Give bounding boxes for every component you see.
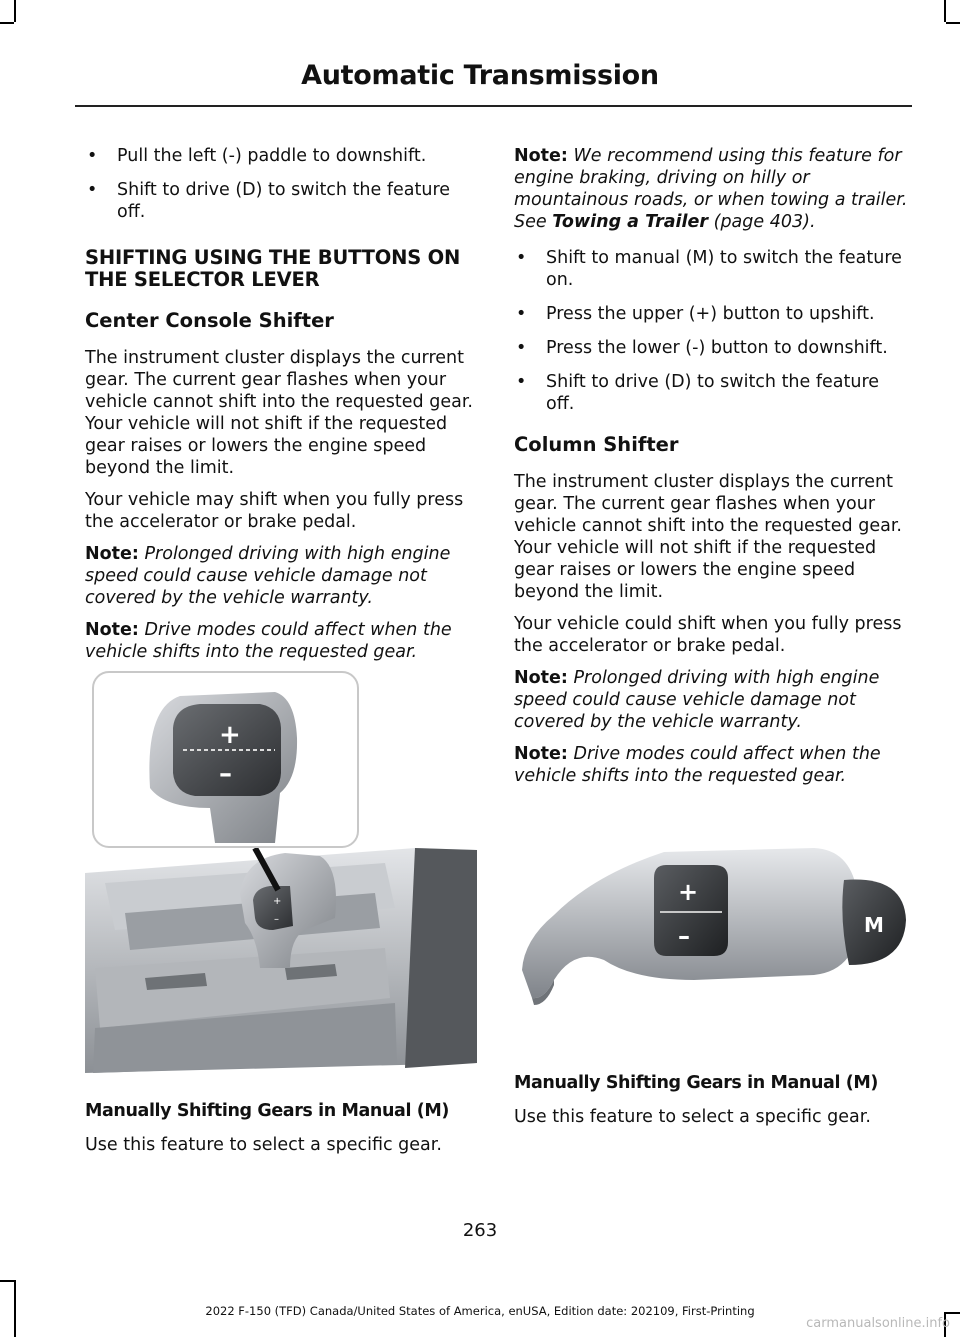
list-item: • Shift to manual (M) to switch the feature on. — [514, 247, 910, 291]
note-label: Note: — [514, 668, 568, 688]
note-text: We recommend using this feature for engine braking, driving on hilly or mountainous roads, or when towing a trailer. See — [514, 146, 908, 232]
plus-label: + — [219, 720, 241, 750]
center-console-shifter-illustration — [85, 668, 477, 1073]
page-reference: (page 403). — [713, 212, 816, 232]
plus-label: + — [678, 878, 699, 906]
bullet-list — [85, 145, 477, 223]
crop-mark — [0, 1280, 14, 1282]
subheading-center-console: Center Console Shifter — [85, 309, 334, 332]
page-title: Automatic Transmission — [301, 60, 659, 91]
note-label: Note: — [514, 744, 568, 764]
minus-label: – — [678, 922, 690, 950]
crop-mark — [944, 0, 946, 22]
note — [514, 145, 910, 233]
minus-label: – — [219, 759, 232, 789]
minus-label-small: – — [274, 914, 279, 925]
footer-edition: 2022 F-150 (TFD) Canada/United States of America, enUSA, Edition date: 202109, First-Printing — [205, 1304, 755, 1318]
crop-mark — [14, 0, 16, 22]
crop-mark — [0, 22, 14, 24]
page-number: 263 — [462, 1220, 498, 1241]
list-item: • Press the upper (+) button to upshift. — [514, 303, 910, 325]
list-item: • Shift to drive (D) to switch the feature off. — [85, 179, 477, 223]
paragraph: The instrument cluster displays the current gear. The current gear flashes when your vehicle cannot shift into the requested gear. Your vehicle will not shift if the requested gear raises or lowers the engine speed beyond the limit. — [85, 348, 473, 478]
list-item: • Pull the left (-) paddle to downshift. — [85, 145, 477, 167]
bullet-list — [514, 247, 910, 415]
column-shifter-drawing — [514, 820, 910, 1020]
cross-reference-link[interactable]: Towing a Trailer — [552, 212, 709, 232]
paragraph: Use this feature to select a specific gear. — [514, 1107, 871, 1127]
list-item: • Shift to drive (D) to switch the feature off. — [514, 371, 910, 415]
paragraph: Your vehicle could shift when you fully press the accelerator or brake pedal. — [514, 614, 902, 656]
column-shifter-illustration — [514, 820, 910, 1020]
note — [85, 619, 477, 663]
paragraph: Your vehicle may shift when you fully press the accelerator or brake pedal. — [85, 490, 464, 532]
crop-mark — [946, 22, 960, 24]
paragraph: The instrument cluster displays the current gear. The current gear flashes when your vehicle cannot shift into the requested gear. Your vehicle will not shift if the requested gear raises or lowers the engine speed beyond the limit. — [514, 472, 902, 602]
paragraph: Use this feature to select a specific gear. — [85, 1135, 442, 1155]
note-text: Drive modes could affect when the vehicle shifts into the requested gear. — [85, 620, 452, 662]
note-label: Note: — [85, 620, 139, 640]
note — [514, 667, 910, 733]
left-column — [85, 145, 477, 673]
note-text: Prolonged driving with high engine speed could cause vehicle damage not covered by the vehicle warranty. — [514, 668, 880, 732]
list-item: • Press the lower (-) button to downshift. — [514, 337, 910, 359]
plus-label-small: + — [273, 896, 282, 907]
note-text: Drive modes could affect when the vehicle shifts into the requested gear. — [514, 744, 881, 786]
note-label: Note: — [514, 146, 568, 166]
right-column — [514, 145, 910, 797]
manual-heading: Manually Shifting Gears in Manual (M) — [514, 1073, 878, 1093]
section-heading: SHIFTING USING THE BUTTONS ON THE SELECTOR LEVER — [85, 246, 461, 291]
m-button-label: M — [864, 913, 884, 937]
manual-heading: Manually Shifting Gears in Manual (M) — [85, 1101, 449, 1121]
note — [85, 543, 477, 609]
watermark: carmanualsonline.info — [806, 1316, 950, 1331]
shifter-drawing — [85, 668, 477, 1073]
right-column-bottom — [514, 1072, 910, 1138]
left-column-bottom — [85, 1100, 477, 1166]
subheading-column-shifter: Column Shifter — [514, 433, 679, 456]
note-text: Prolonged driving with high engine speed could cause vehicle damage not covered by the vehicle warranty. — [85, 544, 451, 608]
header-divider — [75, 105, 912, 107]
note — [514, 743, 910, 787]
note-label: Note: — [85, 544, 139, 564]
